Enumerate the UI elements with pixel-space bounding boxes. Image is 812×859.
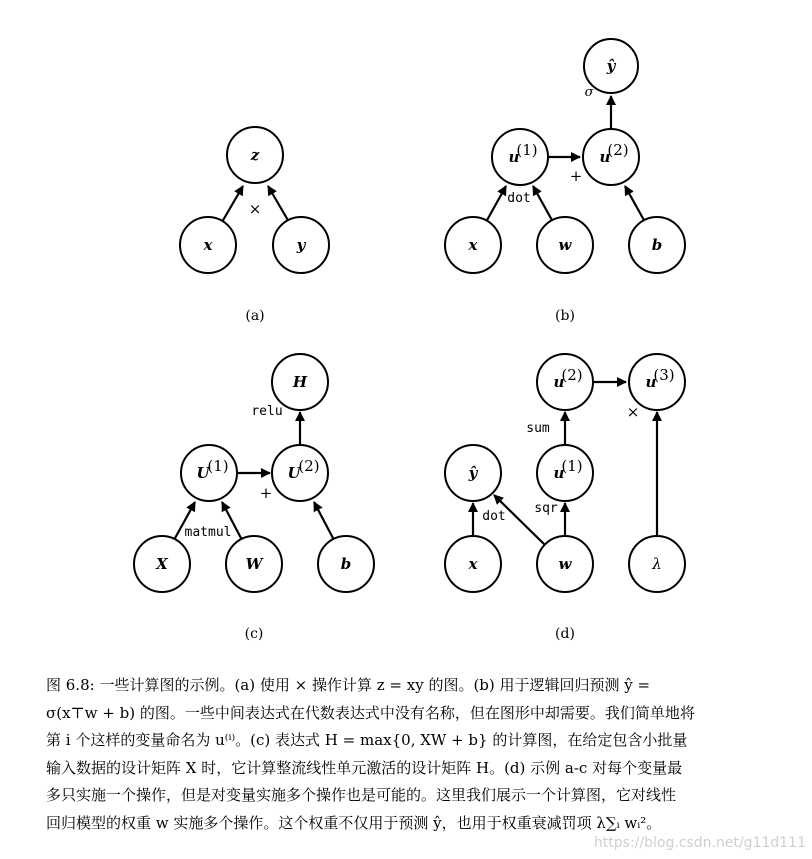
svg-text:ŷ: ŷ (468, 464, 478, 482)
node-U2 (272, 445, 328, 501)
node-lambda (629, 536, 685, 592)
svg-text:x: x (203, 236, 213, 254)
node-b (318, 536, 374, 592)
svg-text:(2): (2) (298, 457, 320, 475)
svg-text:U: U (287, 464, 301, 482)
caption-line: 第 i 个这样的变量命名为 u⁽ⁱ⁾。(c) 表达式 H = max{0, XW + b} 的计算图，在给定包含小批量 (46, 731, 688, 749)
op-sum: sum (526, 421, 550, 436)
node-H (272, 354, 328, 410)
node-U1 (181, 445, 237, 501)
watermark: https://blog.csdn.net/g11d111 (593, 835, 806, 851)
svg-text:x: x (468, 236, 478, 254)
edge-b-to-u2 (625, 186, 645, 222)
op-dot: dot (482, 509, 506, 524)
caption-line: σ(x⊤w + b) 的图。一些中间表达式在代数表达式中没有名称，但在图形中却需要。我们简单地将 (46, 703, 695, 722)
node-yhat (445, 445, 501, 501)
panel-label-d: (d) (555, 626, 575, 642)
node-x (445, 217, 501, 273)
op-times: × (248, 200, 262, 218)
op-matmul: matmul (184, 525, 232, 540)
svg-text:b: b (340, 555, 352, 573)
node-u1 (537, 445, 593, 501)
node-X (134, 536, 190, 592)
node-u2 (537, 354, 593, 410)
edge-x-to-z (222, 186, 243, 222)
edge-x-to-u1 (486, 186, 506, 222)
svg-text:(1): (1) (516, 141, 538, 159)
svg-text:y: y (296, 236, 306, 254)
svg-text:(2): (2) (607, 141, 629, 159)
node-x (445, 536, 501, 592)
svg-text:(1): (1) (561, 457, 583, 475)
op-relu: relu (251, 404, 283, 419)
edge-y-to-z (268, 186, 289, 222)
svg-text:(3): (3) (653, 366, 675, 384)
op-plus: + (569, 167, 583, 185)
op-dot: dot (507, 191, 531, 206)
svg-text:ŷ: ŷ (606, 57, 616, 75)
node-u2 (583, 129, 639, 185)
node-w (537, 217, 593, 273)
node-W (226, 536, 282, 592)
node-y (273, 217, 329, 273)
svg-text:u: u (553, 464, 565, 482)
node-b (629, 217, 685, 273)
svg-text:b: b (651, 236, 663, 254)
figure-caption (46, 672, 776, 837)
svg-text:u: u (508, 148, 520, 166)
node-z (227, 127, 283, 183)
svg-text:λ: λ (652, 555, 662, 573)
svg-text:u: u (599, 148, 611, 166)
panel-label-a: (a) (245, 308, 265, 324)
panel-b (445, 39, 685, 324)
panel-c (134, 354, 374, 642)
svg-text:(1): (1) (207, 457, 229, 475)
caption-line: 多只实施一个操作，但是对变量实施多个操作也是可能的。这里我们展示一个计算图，它对线性 (46, 786, 677, 804)
svg-text:w: w (558, 236, 572, 254)
node-u3 (629, 354, 685, 410)
svg-text:U: U (196, 464, 210, 482)
edge-b-to-U2 (314, 502, 334, 540)
svg-text:x: x (468, 555, 478, 573)
caption-line: 回归模型的权重 w 实施多个操作。这个权重不仅用于预测 ŷ，也用于权重衰减罚项 λ∑ᵢ wᵢ²。 (46, 813, 662, 832)
svg-text:w: w (558, 555, 572, 573)
caption-line: 输入数据的设计矩阵 X 时，它计算整流线性单元激活的设计矩阵 H。(d) 示例 a-c 对每个变量最 (46, 758, 683, 777)
node-u1 (492, 129, 548, 185)
caption-line: 图 6.8: 一些计算图的示例。(a) 使用 × 操作计算 z = xy 的图。(b) 用于逻辑回归预测 ŷ = (46, 676, 651, 694)
svg-text:(2): (2) (561, 366, 583, 384)
svg-text:u: u (553, 373, 565, 391)
panel-label-b: (b) (555, 308, 575, 324)
svg-text:u: u (645, 373, 657, 391)
op-times: × (626, 403, 640, 421)
svg-text:W: W (245, 555, 263, 573)
op-plus: + (259, 484, 273, 502)
svg-text:H: H (292, 373, 308, 391)
op-sqr: sqr (534, 501, 558, 516)
node-x (180, 217, 236, 273)
panel-d (445, 354, 685, 642)
panel-a (180, 127, 329, 324)
edge-w-to-u1 (533, 186, 553, 222)
node-w (537, 536, 593, 592)
svg-text:z: z (250, 146, 260, 164)
svg-text:X: X (156, 555, 168, 573)
op-sigma: σ (584, 85, 594, 100)
panel-label-c: (c) (244, 626, 264, 642)
